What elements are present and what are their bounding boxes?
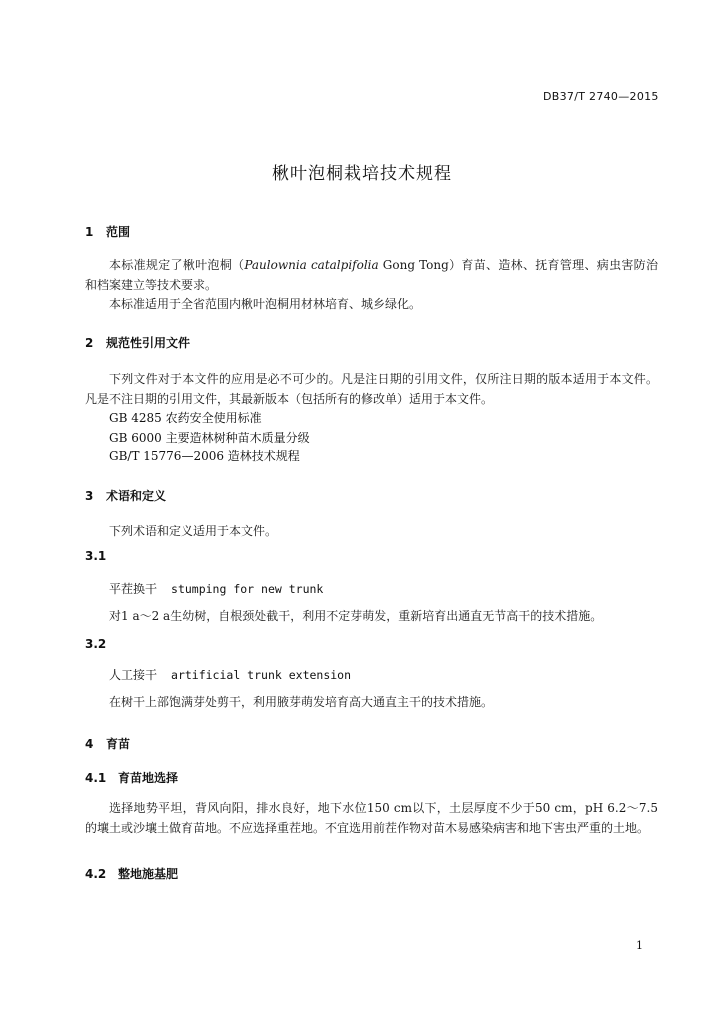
section-number: 3: [85, 489, 94, 503]
term-3-1-number: 3.1: [85, 549, 107, 563]
section-title: 育苗地选择: [118, 771, 179, 785]
section-number: 1: [85, 225, 94, 239]
term-3-2-number: 3.2: [85, 637, 107, 651]
section-2-heading: [85, 334, 190, 351]
section-1-heading: [85, 223, 130, 240]
reference-item: GB/T 15776—2006 造林技术规程: [109, 449, 300, 463]
page-number: 1: [636, 939, 643, 952]
reference-item: GB 4285 农药安全使用标准: [109, 411, 262, 425]
section-4-1-paragraph: 选择地势平坦，背风向阳，排水良好，地下水位150 cm以下，土层厚度不少于50 cm，pH 6.2～7.5的壤土或沙壤土做育苗地。不应选择重茬地。不宜选用前茬作物对苗木易感染病害和地下害虫严重的土地。: [85, 801, 658, 835]
section-title: 育苗: [106, 737, 131, 751]
standard-number: DB37/T 2740—2015: [543, 90, 659, 103]
latin-name: Paulownia catalpifolia: [244, 258, 379, 272]
section-number: 2: [85, 336, 94, 350]
term-3-1-definition: 对1 a～2 a生幼树，自根颈处截干，利用不定芽萌发，重新培育出通直无节高干的技术措施。: [109, 609, 603, 623]
section-title: 范围: [106, 225, 131, 239]
term-chinese: 平茬换干: [109, 582, 158, 596]
reference-item: GB 6000 主要造林树种苗木质量分级: [109, 431, 310, 445]
term-english: artificial trunk extension: [171, 668, 352, 682]
section-4-2-heading: [85, 865, 178, 882]
normative-references-paragraph: 下列文件对于本文件的应用是必不可少的。凡是注日期的引用文件，仅所注日期的版本适用于本文件。凡是不注日期的引用文件，其最新版本（包括所有的修改单）适用于本文件。: [85, 372, 658, 406]
term-english: stumping for new trunk: [171, 582, 324, 596]
section-title: 规范性引用文件: [106, 336, 191, 350]
document-title: 楸叶泡桐栽培技术规程: [272, 164, 452, 184]
section-title: 术语和定义: [106, 489, 167, 503]
term-3-2-definition: 在树干上部饱满芽处剪干，利用腋芽萌发培育高大通直主干的技术措施。: [109, 695, 494, 709]
section-3-heading: [85, 487, 166, 504]
term-chinese: 人工接干: [109, 668, 158, 682]
scope-paragraph-1: 本标准规定了楸叶泡桐（Paulownia catalpifolia Gong Tong）育苗、造林、抚育管理、病虫害防治和档案建立等技术要求。: [85, 258, 658, 292]
section-4-1-heading: [85, 769, 178, 786]
section-number: 4.1: [85, 771, 107, 785]
section-number: 4: [85, 737, 94, 751]
section-title: 整地施基肥: [118, 867, 179, 881]
section-4-heading: [85, 735, 130, 752]
terms-intro: 下列术语和定义适用于本文件。: [109, 524, 278, 538]
scope-paragraph-2: 本标准适用于全省范围内楸叶泡桐用材林培育、城乡绿化。: [109, 297, 422, 311]
term-3-1: [109, 580, 323, 597]
section-number: 4.2: [85, 867, 107, 881]
term-3-2: [109, 666, 351, 683]
